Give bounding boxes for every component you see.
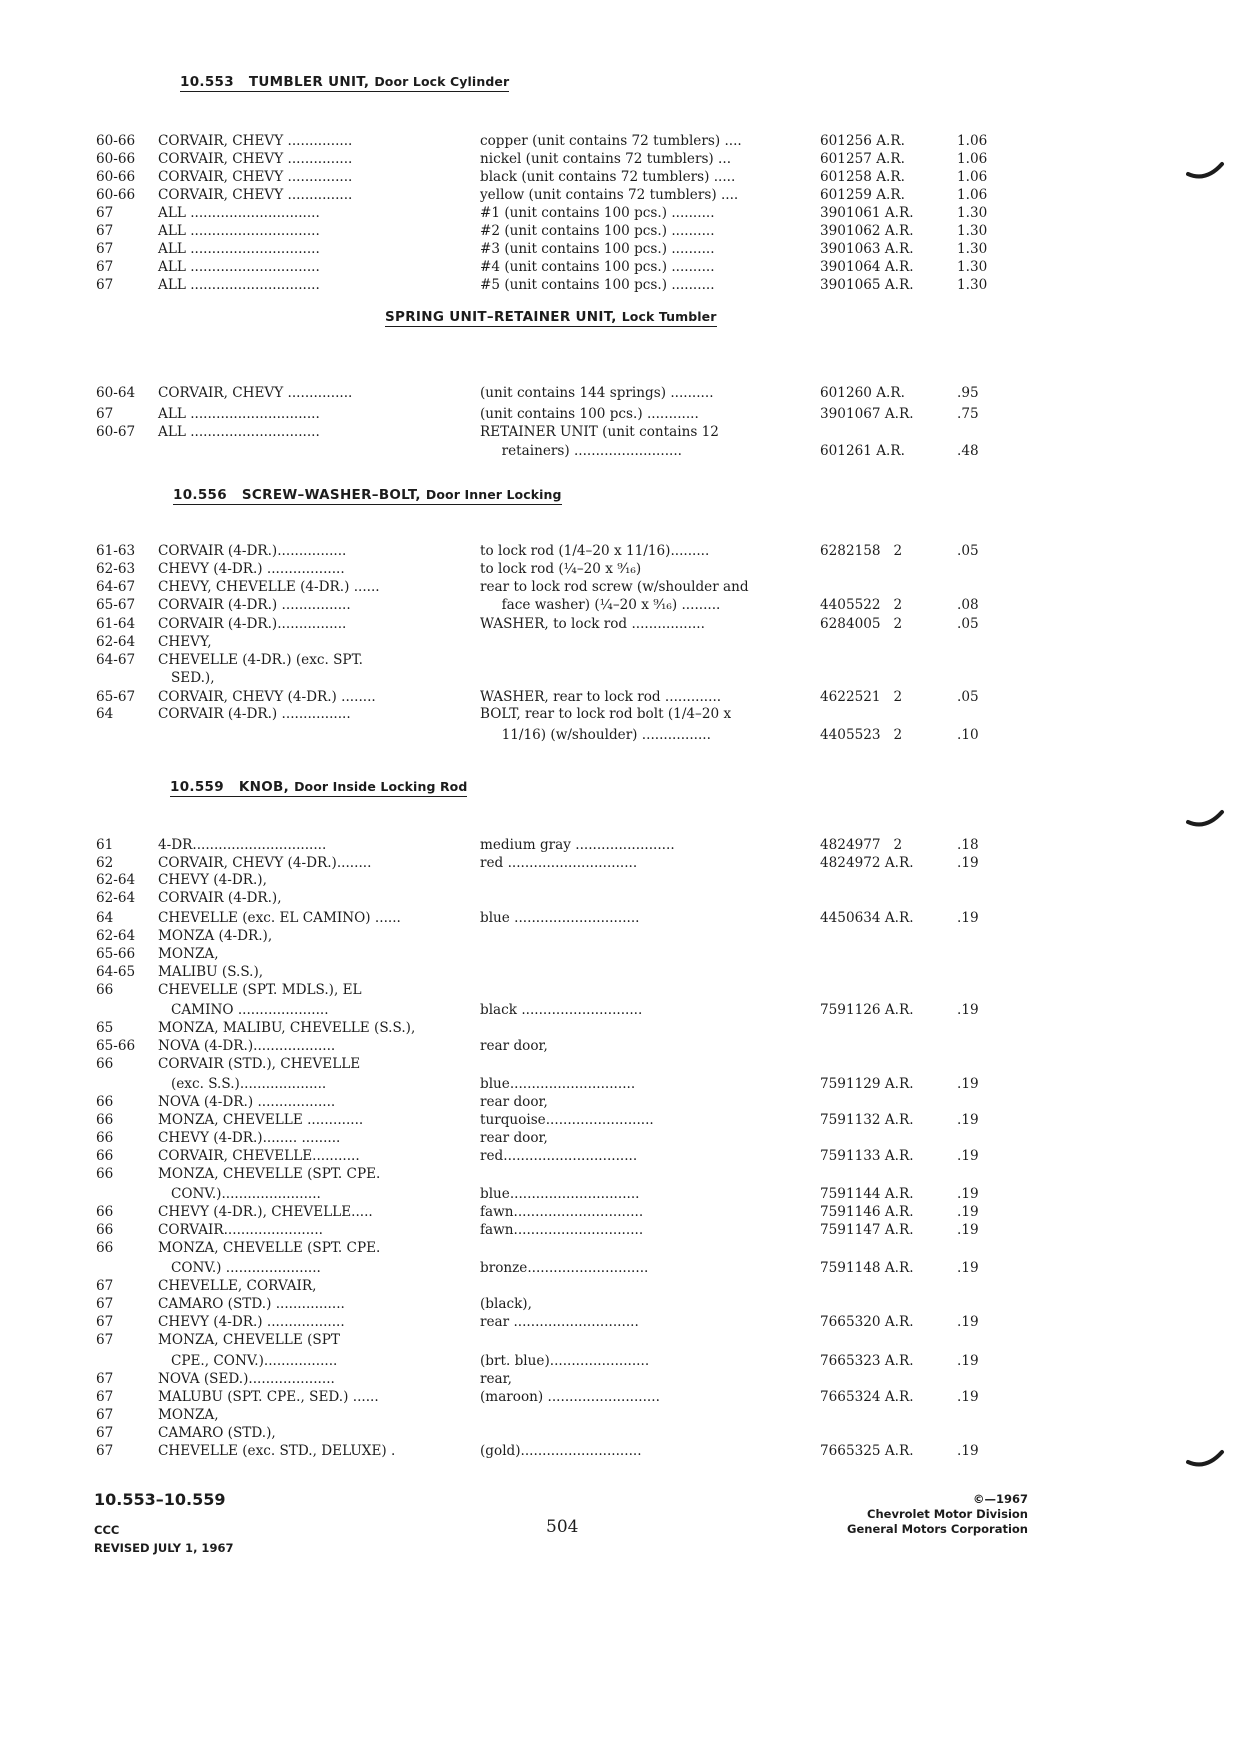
cell-model: CORVAIR (4-DR.), xyxy=(158,890,282,906)
table-row xyxy=(0,1239,1248,1257)
cell-part: 7591126 A.R. xyxy=(820,1002,914,1018)
cell-desc: 11/16) (w/shoulder) ................ xyxy=(480,727,711,743)
cell-desc: retainers) ......................... xyxy=(480,443,682,459)
cell-desc: nickel (unit contains 72 tumblers) ... xyxy=(480,151,732,167)
table-row xyxy=(0,981,1248,999)
cell-part: 4450634 A.R. xyxy=(820,910,914,926)
cell-year: 66 xyxy=(96,982,114,998)
table-row xyxy=(0,442,1248,460)
cell-price: 1.06 xyxy=(957,151,988,167)
cell-year: 66 xyxy=(96,1112,114,1128)
cell-part: 7591132 A.R. xyxy=(820,1112,914,1128)
cell-desc: rear door, xyxy=(480,1130,548,1146)
section-title: SPRING UNIT–RETAINER UNIT, xyxy=(385,309,617,325)
cell-desc: bronze............................ xyxy=(480,1260,649,1276)
cell-model: 4-DR............................... xyxy=(158,837,327,853)
cell-model: CAMARO (STD.) ................ xyxy=(158,1296,345,1312)
table-row xyxy=(0,1037,1248,1055)
section-subtitle: Door Lock Cylinder xyxy=(374,74,510,89)
cell-desc: WASHER, to lock rod ................. xyxy=(480,616,705,632)
table-row xyxy=(0,1165,1248,1183)
cell-model: MONZA, CHEVELLE (SPT xyxy=(158,1332,340,1348)
cell-model: CHEVY (4-DR.), CHEVELLE..... xyxy=(158,1204,373,1220)
cell-model: CORVAIR (4-DR.)................ xyxy=(158,543,347,559)
section-heading xyxy=(170,779,467,797)
cell-desc: (maroon) .......................... xyxy=(480,1389,660,1405)
cell-model: ALL .............................. xyxy=(158,223,320,239)
cell-price: .95 xyxy=(957,385,979,401)
cell-part: 4824972 A.R. xyxy=(820,855,914,871)
cell-model: CAMARO (STD.), xyxy=(158,1425,276,1441)
cell-model: MALIBU (S.S.), xyxy=(158,964,264,980)
table-row xyxy=(0,1019,1248,1037)
cell-desc: red............................... xyxy=(480,1148,638,1164)
table-row xyxy=(0,633,1248,651)
cell-year: 67 xyxy=(96,259,114,275)
table-row xyxy=(0,836,1248,854)
cell-part: 7591148 A.R. xyxy=(820,1260,914,1276)
cell-part: 601261 A.R. xyxy=(820,443,905,459)
cell-desc: turquoise......................... xyxy=(480,1112,654,1128)
section-subtitle: Door Inside Locking Rod xyxy=(294,779,468,794)
cell-desc: black ............................ xyxy=(480,1002,643,1018)
cell-price: .05 xyxy=(957,616,979,632)
table-row xyxy=(0,1093,1248,1111)
cell-price: .19 xyxy=(957,1204,979,1220)
cell-model: CONV.)....................... xyxy=(158,1186,321,1202)
cell-part: 3901061 A.R. xyxy=(820,205,914,221)
cell-price: 1.06 xyxy=(957,169,988,185)
cell-model: CHEVY (4-DR.), xyxy=(158,872,267,888)
cell-year: 67 xyxy=(96,1314,114,1330)
cell-price: .19 xyxy=(957,1260,979,1276)
cell-year: 67 xyxy=(96,1389,114,1405)
cell-model: CHEVELLE (SPT. MDLS.), EL xyxy=(158,982,362,998)
cell-year: 67 xyxy=(96,1332,114,1348)
cell-model: CORVAIR, CHEVY ............... xyxy=(158,169,353,185)
binder-hole-mark-icon xyxy=(1186,160,1226,184)
cell-model: MONZA, MALIBU, CHEVELLE (S.S.), xyxy=(158,1020,416,1036)
cell-part: 6282158 2 xyxy=(820,543,903,559)
cell-model: MONZA, xyxy=(158,946,219,962)
cell-part: 601260 A.R. xyxy=(820,385,905,401)
table-row xyxy=(0,276,1248,294)
cell-price: .19 xyxy=(957,1002,979,1018)
cell-price: .19 xyxy=(957,1148,979,1164)
cell-year: 60-66 xyxy=(96,187,136,203)
cell-desc: face washer) (¼–20 x ⁹⁄₁₆) ......... xyxy=(480,597,721,613)
cell-year: 61-63 xyxy=(96,543,136,559)
cell-model: CORVAIR (4-DR.) ................ xyxy=(158,706,351,722)
cell-model: CHEVY, xyxy=(158,634,212,650)
table-row xyxy=(0,1111,1248,1129)
cell-price: .48 xyxy=(957,443,979,459)
cell-price: .08 xyxy=(957,597,979,613)
cell-price: .19 xyxy=(957,1186,979,1202)
cell-year: 64 xyxy=(96,910,114,926)
table-row xyxy=(0,132,1248,150)
cell-model: CONV.) ...................... xyxy=(158,1260,321,1276)
cell-model: NOVA (4-DR.)................... xyxy=(158,1038,336,1054)
cell-year: 62-64 xyxy=(96,634,136,650)
footer-code: CCC xyxy=(94,1523,120,1537)
cell-price: 1.30 xyxy=(957,259,988,275)
cell-year: 67 xyxy=(96,1425,114,1441)
cell-year: 66 xyxy=(96,1130,114,1146)
cell-part: 7665320 A.R. xyxy=(820,1314,914,1330)
cell-model: MONZA, CHEVELLE ............. xyxy=(158,1112,364,1128)
cell-part: 7591146 A.R. xyxy=(820,1204,914,1220)
cell-price: .05 xyxy=(957,689,979,705)
table-row xyxy=(0,1185,1248,1203)
cell-year: 61-64 xyxy=(96,616,136,632)
cell-year: 60-67 xyxy=(96,424,136,440)
cell-price: 1.30 xyxy=(957,223,988,239)
cell-model: CAMINO ..................... xyxy=(158,1002,329,1018)
cell-model: CHEVY (4-DR.) .................. xyxy=(158,1314,345,1330)
cell-desc: medium gray ....................... xyxy=(480,837,675,853)
cell-part: 601259 A.R. xyxy=(820,187,905,203)
cell-year: 65-67 xyxy=(96,689,136,705)
page-number: 504 xyxy=(546,1517,579,1537)
table-row xyxy=(0,258,1248,276)
cell-year: 67 xyxy=(96,1407,114,1423)
section-heading xyxy=(385,309,717,327)
table-row xyxy=(0,1331,1248,1349)
cell-year: 64-65 xyxy=(96,964,136,980)
cell-desc: red .............................. xyxy=(480,855,638,871)
table-row xyxy=(0,1075,1248,1093)
table-row xyxy=(0,615,1248,633)
cell-price: .19 xyxy=(957,1112,979,1128)
table-row xyxy=(0,1055,1248,1073)
cell-year: 67 xyxy=(96,241,114,257)
table-row xyxy=(0,854,1248,872)
cell-year: 64-67 xyxy=(96,579,136,595)
cell-desc: BOLT, rear to lock rod bolt (1/4–20 x xyxy=(480,706,732,722)
cell-year: 67 xyxy=(96,1443,114,1459)
cell-desc: #4 (unit contains 100 pcs.) .......... xyxy=(480,259,715,275)
section-subtitle: Lock Tumbler xyxy=(621,309,717,324)
cell-part: 3901063 A.R. xyxy=(820,241,914,257)
table-row xyxy=(0,726,1248,744)
section-heading xyxy=(180,74,509,92)
cell-model: CHEVELLE (exc. EL CAMINO) ...... xyxy=(158,910,401,926)
table-row xyxy=(0,688,1248,706)
cell-desc: yellow (unit contains 72 tumblers) .... xyxy=(480,187,739,203)
footer-division: Chevrolet Motor Division xyxy=(867,1507,1028,1521)
table-row xyxy=(0,1442,1248,1460)
section-number: 10.556 xyxy=(173,487,227,503)
cell-price: .05 xyxy=(957,543,979,559)
table-row xyxy=(0,669,1248,687)
cell-model: CHEVELLE (exc. STD., DELUXE) . xyxy=(158,1443,396,1459)
cell-desc: (black), xyxy=(480,1296,532,1312)
table-row xyxy=(0,384,1248,402)
cell-part: 7591144 A.R. xyxy=(820,1186,914,1202)
cell-price: 1.30 xyxy=(957,241,988,257)
cell-model: CORVAIR....................... xyxy=(158,1222,323,1238)
cell-part: 4824977 2 xyxy=(820,837,903,853)
cell-model: (exc. S.S.).................... xyxy=(158,1076,327,1092)
cell-desc: (brt. blue)....................... xyxy=(480,1353,650,1369)
cell-desc: WASHER, rear to lock rod ............. xyxy=(480,689,722,705)
cell-price: .19 xyxy=(957,910,979,926)
table-row xyxy=(0,927,1248,945)
cell-year: 67 xyxy=(96,223,114,239)
cell-model: CHEVY (4-DR.)........ ......... xyxy=(158,1130,341,1146)
table-row xyxy=(0,909,1248,927)
cell-desc: #3 (unit contains 100 pcs.) .......... xyxy=(480,241,715,257)
cell-year: 65-66 xyxy=(96,946,136,962)
table-row xyxy=(0,1370,1248,1388)
cell-price: .19 xyxy=(957,1443,979,1459)
section-title: SCREW–WASHER–BOLT, xyxy=(241,487,421,503)
cell-desc: blue ............................. xyxy=(480,910,640,926)
cell-model: MONZA, CHEVELLE (SPT. CPE. xyxy=(158,1166,381,1182)
cell-model: MONZA (4-DR.), xyxy=(158,928,273,944)
cell-desc: #1 (unit contains 100 pcs.) .......... xyxy=(480,205,715,221)
table-row xyxy=(0,1001,1248,1019)
footer-right xyxy=(847,1492,1028,1537)
cell-year: 65-67 xyxy=(96,597,136,613)
cell-desc: RETAINER UNIT (unit contains 12 xyxy=(480,424,719,440)
cell-price: .19 xyxy=(957,855,979,871)
cell-year: 65-66 xyxy=(96,1038,136,1054)
cell-model: ALL .............................. xyxy=(158,259,320,275)
cell-desc: copper (unit contains 72 tumblers) .... xyxy=(480,133,742,149)
section-subtitle: Door Inner Locking xyxy=(425,487,562,502)
table-row xyxy=(0,1129,1248,1147)
cell-year: 67 xyxy=(96,277,114,293)
cell-year: 60-64 xyxy=(96,385,136,401)
cell-model: ALL .............................. xyxy=(158,205,320,221)
cell-price: .18 xyxy=(957,837,979,853)
cell-price: 1.30 xyxy=(957,205,988,221)
table-row xyxy=(0,1424,1248,1442)
cell-year: 67 xyxy=(96,1278,114,1294)
cell-model: CHEVY (4-DR.) .................. xyxy=(158,561,345,577)
cell-price: .19 xyxy=(957,1314,979,1330)
cell-price: .19 xyxy=(957,1222,979,1238)
cell-price: .19 xyxy=(957,1353,979,1369)
cell-price: .10 xyxy=(957,727,979,743)
cell-part: 7591147 A.R. xyxy=(820,1222,914,1238)
table-row xyxy=(0,1277,1248,1295)
cell-desc: fawn.............................. xyxy=(480,1222,644,1238)
cell-model: CHEVY, CHEVELLE (4-DR.) ...... xyxy=(158,579,380,595)
cell-part: 7591129 A.R. xyxy=(820,1076,914,1092)
cell-year: 67 xyxy=(96,1296,114,1312)
cell-year: 67 xyxy=(96,406,114,422)
cell-model: ALL .............................. xyxy=(158,406,320,422)
cell-year: 62-64 xyxy=(96,872,136,888)
cell-desc: rear door, xyxy=(480,1094,548,1110)
cell-desc: #2 (unit contains 100 pcs.) .......... xyxy=(480,223,715,239)
table-row xyxy=(0,204,1248,222)
section-heading xyxy=(173,487,562,505)
section-title: TUMBLER UNIT, xyxy=(248,74,370,90)
cell-model: CORVAIR (4-DR.) ................ xyxy=(158,597,351,613)
cell-year: 66 xyxy=(96,1240,114,1256)
binder-hole-mark-icon xyxy=(1186,808,1226,832)
cell-model: MALUBU (SPT. CPE., SED.) ...... xyxy=(158,1389,379,1405)
cell-desc: rear, xyxy=(480,1371,512,1387)
cell-model: CORVAIR (4-DR.)................ xyxy=(158,616,347,632)
cell-part: 4405522 2 xyxy=(820,597,903,613)
cell-year: 66 xyxy=(96,1056,114,1072)
cell-part: 7665325 A.R. xyxy=(820,1443,914,1459)
cell-part: 4622521 2 xyxy=(820,689,903,705)
table-row xyxy=(0,945,1248,963)
cell-desc: (gold)............................ xyxy=(480,1443,642,1459)
cell-model: SED.), xyxy=(158,670,215,686)
binder-hole-mark-icon xyxy=(1186,1448,1226,1472)
cell-part: 7665324 A.R. xyxy=(820,1389,914,1405)
footer-section-range: 10.553–10.559 xyxy=(94,1490,226,1509)
cell-model: CPE., CONV.)................. xyxy=(158,1353,338,1369)
cell-desc: black (unit contains 72 tumblers) ..... xyxy=(480,169,736,185)
cell-year: 66 xyxy=(96,1094,114,1110)
table-row xyxy=(0,1147,1248,1165)
cell-desc: rear ............................. xyxy=(480,1314,639,1330)
cell-price: 1.30 xyxy=(957,277,988,293)
cell-model: CHEVELLE (4-DR.) (exc. SPT. xyxy=(158,652,363,668)
cell-model: CORVAIR, CHEVY (4-DR.) ........ xyxy=(158,689,376,705)
table-row xyxy=(0,1221,1248,1239)
cell-year: 60-66 xyxy=(96,169,136,185)
cell-desc: (unit contains 144 springs) .......... xyxy=(480,385,714,401)
cell-year: 62-63 xyxy=(96,561,136,577)
cell-year: 60-66 xyxy=(96,151,136,167)
cell-year: 61 xyxy=(96,837,114,853)
table-row xyxy=(0,1388,1248,1406)
table-row xyxy=(0,423,1248,441)
table-row xyxy=(0,963,1248,981)
cell-part: 3901062 A.R. xyxy=(820,223,914,239)
cell-year: 64-67 xyxy=(96,652,136,668)
cell-year: 62 xyxy=(96,855,114,871)
cell-part: 6284005 2 xyxy=(820,616,903,632)
cell-model: MONZA, CHEVELLE (SPT. CPE. xyxy=(158,1240,381,1256)
cell-model: ALL .............................. xyxy=(158,424,320,440)
cell-desc: to lock rod (¼–20 x ⁹⁄₁₆) xyxy=(480,561,642,577)
cell-desc: blue.............................. xyxy=(480,1186,640,1202)
cell-part: 3901067 A.R. xyxy=(820,406,914,422)
cell-desc: #5 (unit contains 100 pcs.) .......... xyxy=(480,277,715,293)
table-row xyxy=(0,222,1248,240)
cell-year: 62-64 xyxy=(96,928,136,944)
cell-desc: to lock rod (1/4–20 x 11/16)......... xyxy=(480,543,710,559)
cell-year: 62-64 xyxy=(96,890,136,906)
table-row xyxy=(0,1313,1248,1331)
table-row xyxy=(0,560,1248,578)
cell-year: 67 xyxy=(96,1371,114,1387)
cell-model: MONZA, xyxy=(158,1407,219,1423)
cell-price: 1.06 xyxy=(957,187,988,203)
cell-desc: rear door, xyxy=(480,1038,548,1054)
cell-part: 601257 A.R. xyxy=(820,151,905,167)
table-row xyxy=(0,1406,1248,1424)
section-number: 10.559 xyxy=(170,779,224,795)
cell-desc: blue............................. xyxy=(480,1076,636,1092)
cell-year: 66 xyxy=(96,1166,114,1182)
footer-left xyxy=(94,1490,233,1555)
table-row xyxy=(0,186,1248,204)
cell-part: 7665323 A.R. xyxy=(820,1353,914,1369)
cell-year: 64 xyxy=(96,706,114,722)
cell-year: 65 xyxy=(96,1020,114,1036)
table-row xyxy=(0,1203,1248,1221)
table-row xyxy=(0,578,1248,596)
cell-model: ALL .............................. xyxy=(158,277,320,293)
table-row xyxy=(0,1259,1248,1277)
table-row xyxy=(0,542,1248,560)
footer-revised: REVISED JULY 1, 1967 xyxy=(94,1541,234,1555)
footer-corporation: General Motors Corporation xyxy=(847,1522,1028,1536)
cell-part: 601256 A.R. xyxy=(820,133,905,149)
cell-model: CHEVELLE, CORVAIR, xyxy=(158,1278,317,1294)
cell-price: .19 xyxy=(957,1076,979,1092)
cell-model: CORVAIR (STD.), CHEVELLE xyxy=(158,1056,361,1072)
cell-year: 66 xyxy=(96,1222,114,1238)
table-row xyxy=(0,705,1248,723)
table-row xyxy=(0,1352,1248,1370)
cell-year: 67 xyxy=(96,205,114,221)
cell-price: .75 xyxy=(957,406,979,422)
section-number: 10.553 xyxy=(180,74,234,90)
cell-model: ALL .............................. xyxy=(158,241,320,257)
table-row xyxy=(0,405,1248,423)
cell-desc: (unit contains 100 pcs.) ............ xyxy=(480,406,699,422)
cell-model: CORVAIR, CHEVY (4-DR.)........ xyxy=(158,855,372,871)
section-title: KNOB, xyxy=(238,779,290,795)
footer-copyright: ©—1967 xyxy=(972,1492,1028,1506)
cell-year: 66 xyxy=(96,1204,114,1220)
cell-year: 66 xyxy=(96,1148,114,1164)
cell-model: NOVA (SED.).................... xyxy=(158,1371,335,1387)
cell-part: 4405523 2 xyxy=(820,727,903,743)
cell-desc: rear to lock rod screw (w/shoulder and xyxy=(480,579,749,595)
table-row xyxy=(0,168,1248,186)
cell-part: 601258 A.R. xyxy=(820,169,905,185)
table-row xyxy=(0,651,1248,669)
cell-price: 1.06 xyxy=(957,133,988,149)
table-row xyxy=(0,1295,1248,1313)
cell-model: NOVA (4-DR.) .................. xyxy=(158,1094,336,1110)
table-row xyxy=(0,871,1248,889)
cell-part: 7591133 A.R. xyxy=(820,1148,914,1164)
cell-model: CORVAIR, CHEVY ............... xyxy=(158,385,353,401)
cell-part: 3901064 A.R. xyxy=(820,259,914,275)
cell-model: CORVAIR, CHEVY ............... xyxy=(158,151,353,167)
table-row xyxy=(0,596,1248,614)
table-row xyxy=(0,150,1248,168)
cell-year: 60-66 xyxy=(96,133,136,149)
cell-model: CORVAIR, CHEVY ............... xyxy=(158,133,353,149)
cell-model: CORVAIR, CHEVY ............... xyxy=(158,187,353,203)
table-row xyxy=(0,889,1248,907)
cell-part: 3901065 A.R. xyxy=(820,277,914,293)
cell-price: .19 xyxy=(957,1389,979,1405)
cell-desc: fawn.............................. xyxy=(480,1204,644,1220)
cell-model: CORVAIR, CHEVELLE........... xyxy=(158,1148,360,1164)
table-row xyxy=(0,240,1248,258)
